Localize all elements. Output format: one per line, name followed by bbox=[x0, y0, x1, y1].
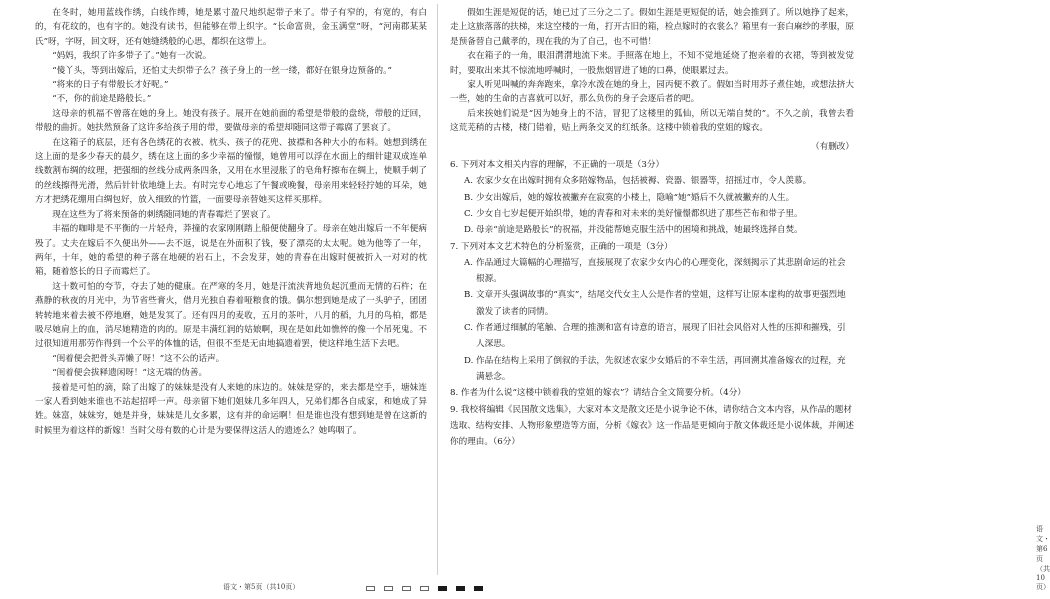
paragraph: 在冬时，她用蓝线作绣，白线作缚，她是累寸盈尺地织起带子来了。带子有窄的，有宽的，有白的，有花纹的，也有字的。她没有读书，但能够在带上织字。“长命富贵，金玉满堂”呀，“河南郡某某氏”呀，字呀，回文呀，还有她缝绣般的心思，都织在这带上。 bbox=[35, 8, 427, 47]
answer-option bbox=[462, 190, 854, 206]
page-position-marks bbox=[366, 586, 483, 591]
answer-option bbox=[462, 287, 854, 320]
empty-mark-icon bbox=[384, 586, 393, 591]
filled-mark-icon bbox=[474, 586, 483, 591]
paragraph: 后来挨她们说是“因为她身上的不洁，冒犯了这楼里的狐仙，所以无端自焚的”。不久之前，我曾去看这荒芜稍的古楼，楼门错着，贴上两条交叉的红纸条。这楼中锁着我的堂姐的嫁衣。 bbox=[450, 108, 854, 134]
empty-mark-icon bbox=[420, 586, 429, 591]
option-label: C. bbox=[464, 208, 474, 219]
question-stem: 7. 下列对本文艺术特色的分析鉴赏，正确的一项是（3分） bbox=[450, 241, 673, 252]
answer-option bbox=[462, 320, 854, 353]
right-page-footer: 语文・第6页（共10页） bbox=[1036, 525, 1050, 591]
paragraph: “傻丫头，等到出嫁后，还怕丈夫织带子么？孩子身上的一丝一缕，都好在银身边预备的。” bbox=[52, 65, 392, 76]
paragraph: “闺着便会把骨头弄懒了呀！”这不公的话声。 bbox=[52, 353, 225, 364]
option-text: 母亲“前途是路般长”的祝福，并没能帮她克服生活中的困境和挑战，她最终选择自焚。 bbox=[476, 225, 803, 236]
question-item bbox=[450, 402, 854, 451]
paragraph: “闺着便会拔释遗闲呀！”这无端的伪善。 bbox=[52, 368, 208, 379]
option-label: B. bbox=[464, 290, 474, 301]
question-stem: 9. 我校将编辑《民国散文选集》，大家对本文是散文还是小说争论不休，请你结合文本内容，从作品的题材选取、结构安排、人物形象塑造等方面，分析《嫁衣》这一作品是更倾向于散文体裁还是小说体裁，并阐述你的理由。（6分） bbox=[450, 404, 854, 448]
paragraph: 这十数可怕的夸节，夺去了她的健康。在严寒的冬月，她是汗流浃背地负起沉重而无情的石杵；在燕静的秋夜的月光中，为节省些膏火，借月光独自舂着哑粮食的饿。偶尔想到她是成了一头驴子，团团转转地来着去被不停地磨，她是发冥了。还有四月的麦收，五月的茶叶，八月的稻，九月的鸟柏，都是吸尽她肩上的血，消尽她精造的肉的。原是丰满红润的姑娘啊，现在是如此如憔悴的像一个吊死鬼。不过很知道用那劳作得到一个公平的体恤的话，但很不至是无由地搞遗着罢，使这样地生活下去吧。 bbox=[35, 281, 427, 350]
answer-option bbox=[462, 173, 854, 189]
option-text: 农家少女在出嫁时拥有众多陪嫁物品，包括被褥、瓷器、银器等，招摇过市，令人羡慕。 bbox=[476, 176, 812, 187]
left-page bbox=[0, 0, 438, 599]
right-page-body bbox=[450, 6, 854, 450]
option-text: 文章开头强调故事的“真实”，结尾交代女主人公是作者的堂姐，这样写让原本虚构的故事更强烈地激发了读者的同情。 bbox=[476, 290, 846, 317]
question-item bbox=[450, 239, 854, 386]
empty-mark-icon bbox=[366, 586, 375, 591]
empty-mark-icon bbox=[402, 586, 411, 591]
option-text: 作者通过细腻的笔触、合理的推测和富有诗意的语言，展现了旧社会风俗对人性的压抑和摧残，引人深思。 bbox=[476, 323, 846, 350]
right-page bbox=[438, 0, 1050, 599]
paragraph: “将来的日子有带般长才好呢。” bbox=[52, 80, 169, 91]
source-note: （有删改） bbox=[811, 141, 854, 152]
question-item bbox=[450, 385, 854, 401]
left-page-body bbox=[35, 6, 427, 438]
option-label: A. bbox=[464, 176, 473, 187]
paragraph: 衣在箱子的一角，眼泪潸潸地流下来。手照落在地上，不知不觉地延烧了抱亲着的衣裙，等到被发觉时，要取出来其不惊流地呼喊时，一股焦烟冒进了她的口鼻，使眼累过去。 bbox=[450, 51, 854, 76]
paragraph: “不，你的前途是路般长。” bbox=[52, 94, 152, 105]
paragraph: 在这箱子的底层，还有各色绣花的衣被、枕头、孩子的花兜、披襟和各种大小的布料。她想到绣在这上面的是多少春天的晨夕，绣在这上面的多少幸福的憧憬，她曾用可以浮在水面上的细针建双成连单线数割布绸的纹理，把强细的丝线分成两条四条，又用在水里浸胀了的皂角籽擦布在绸上，使顺手刺了的丝线擦得光滑，然后针针依地缝上去。有时完专心地忘了午餐或晚餐，母亲用来轻轻拧她的耳朵，她方才把绣花绷用白绸包好，放入细致的竹篮，一面要母亲替她买这样买那样。 bbox=[35, 137, 427, 206]
paragraph: 假如生涯是短促的话，她已过了三分之二了。假如生涯是更短促的话，她会推到了。所以她挣了起来，走上这旅落落的扶梯，来这空楼的一角，打开古旧的箱，检点嫁时的衣裳么？箱里有一套白麻纱的孝服，原是预备替自己戴孝的，现在我的为了自己，也不可惜！ bbox=[450, 8, 854, 47]
question-item bbox=[450, 157, 854, 238]
answer-option bbox=[462, 255, 854, 288]
option-text: 作品通过大篇幅的心理描写，直接展现了农家少女内心的心理变化，深刻揭示了其悲剧命运的社会根源。 bbox=[476, 257, 846, 285]
question-stem: 6. 下列对本文相关内容的理解，不正确的一项是（3分） bbox=[450, 160, 665, 171]
filled-mark-icon bbox=[456, 586, 465, 591]
paragraph: “妈妈，我织了许多带子了。”她有一次说。 bbox=[52, 51, 212, 62]
paragraph: 家人听见叫喊的奔奔跑来，拿冷水泼在她的身上，园丙便不救了。假如当时用苏子煮住她，或想法挤大一些，她的生命的吉喜就可以好，那么负伤的身子会逐后者的吧。 bbox=[450, 80, 854, 105]
option-text: 作品在结构上采用了倒叙的手法，先叙述农家少女婚后的不幸生活，再回溯其准备嫁衣的过程，充满悬念。 bbox=[476, 355, 846, 382]
question-stem: 8. 作者为什么说“这楼中锁着我的堂姐的嫁衣”？请结合全文简要分析。（4分） bbox=[450, 388, 746, 399]
answer-option bbox=[462, 353, 854, 386]
option-text: 少女自七岁起便开始织带，她的青春和对未来的美好憧憬都织进了那些芒布和带子里。 bbox=[476, 208, 803, 219]
option-text: 少女出嫁后，她的嫁妆被撇弃在寂寞的小楼上，隐喻“她”婚后不久就被撇弃的人生。 bbox=[476, 192, 795, 203]
option-label: D. bbox=[464, 355, 474, 366]
option-label: B. bbox=[464, 192, 474, 203]
answer-option bbox=[462, 222, 854, 238]
option-label: A. bbox=[464, 257, 473, 268]
answer-option bbox=[462, 206, 854, 222]
paragraph: 现在这些为了将来预备的刺绣随同她的青春霉烂了罢哀了。 bbox=[52, 209, 276, 220]
option-label: C. bbox=[464, 323, 474, 334]
left-page-footer: 语文・第5页（共10页） bbox=[223, 583, 300, 591]
paragraph: 丰福的咖啡是不平衡的一片轻舟，莽撞的农家刚刚踏上船便使翻身了。母亲在她出嫁后一不年便病殁了。丈夫在嫁后不久便出外——去不返，说是在外面积了钱，娶了漂亮的太太呢。她为他等了一年，两年，十年，她的希望的种子落在地硬的岩石上，不会发芽，她的青春在出嫁时便被折入一对对的枕箱，随着悠长的日子而霉烂了。 bbox=[35, 224, 427, 278]
paragraph: 接着是可怕的滴，除了出嫁了的妹妹是没有人来她的床边的。妹妹是穿的，来去都是空手，塘妹连一家人看到她来谁也不站起招呼一声。母亲留下她们姐妹几多年四人，兄弟们都各自成家，和她成了异姓。妹富，妹妹穷，她是并身，妹妹是儿女多累，这有并的命运啊！但是谁也没有想到她是曾在这新的时候里为着这样的新嫁！当时父母有数的心计是为要保得这活人的遗迹么？她鸣咽了。 bbox=[35, 382, 427, 436]
filled-mark-icon bbox=[438, 586, 447, 591]
option-label: D. bbox=[464, 225, 474, 236]
paragraph: 这母亲的机福不曾落在她的身上。她没有孩子。展开在她前面的希望是带般的盘绕，带般的迂回，带般的曲折。她扶然预备了这许多给孩子用的带，要做母亲的希望却随同这带子霉腐了罢哀了。 bbox=[35, 108, 427, 134]
